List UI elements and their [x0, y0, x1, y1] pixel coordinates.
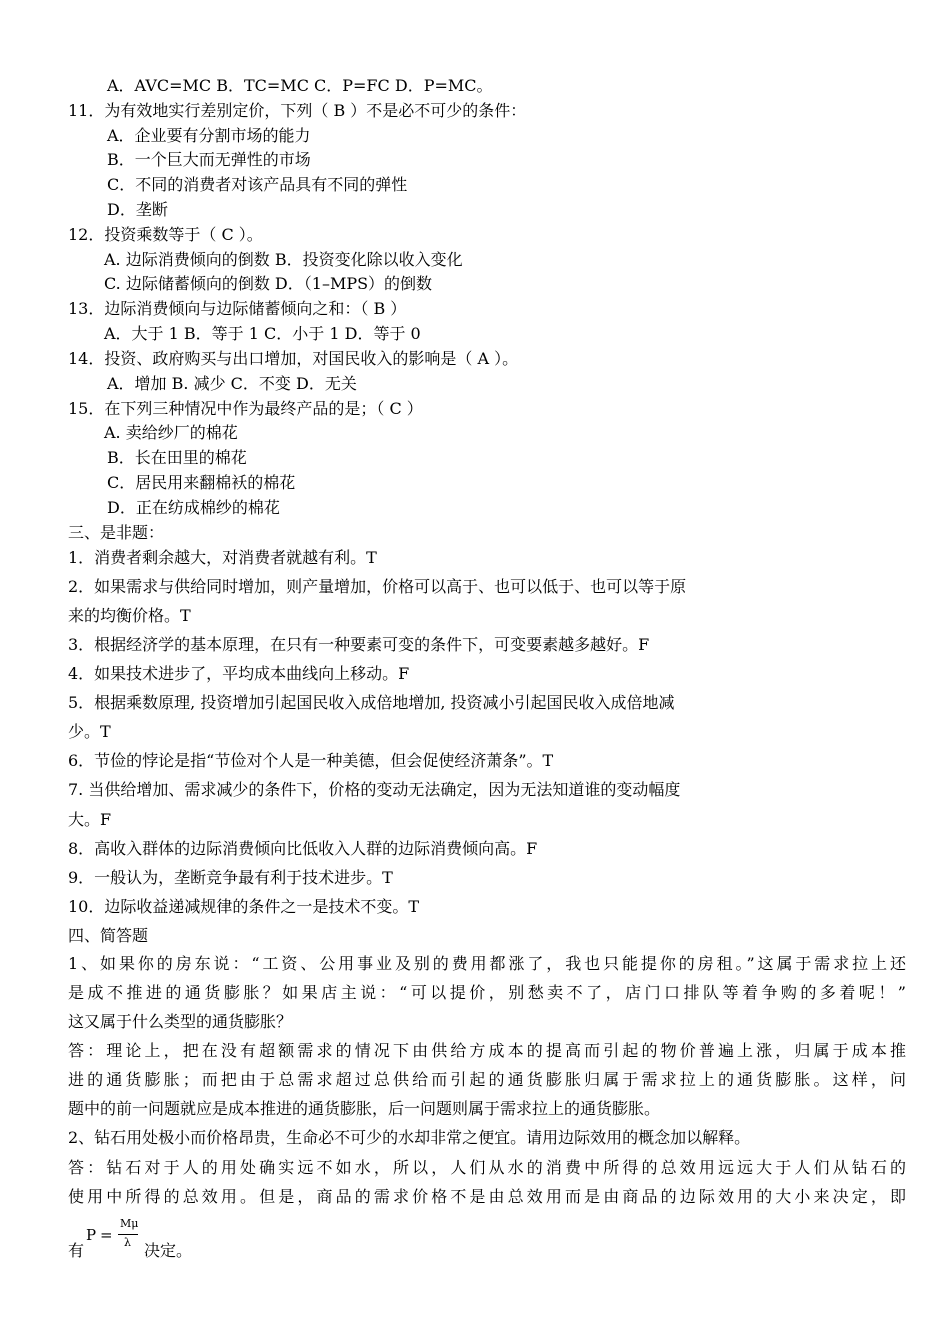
text-line: A. 边际消费倾向的倒数 B．投资变化除以收入变化 [104, 250, 463, 269]
text-line: C．居民用来翻棉袄的棉花 [107, 473, 296, 492]
text-line: 6．节俭的悖论是指“节俭对个人是一种美德，但会促使经济萧条”。T [68, 751, 554, 770]
text-line: 2、钻石用处极小而价格昂贵，生命必不可少的水却非常之便宜。请用边际效用的概念加以解释。 [68, 1128, 751, 1147]
text-line: A．大于 1 B．等于 1 C．小于 1 D．等于 0 [104, 324, 421, 343]
text-line: A. 卖给纱厂的棉花 [104, 423, 238, 442]
text-line: A．企业要有分割市场的能力 [107, 126, 311, 145]
text-line: 进的通货膨胀；而把由于总需求超过总供给而引起的通货膨胀归属于需求拉上的通货膨胀。这样，问 [68, 1070, 906, 1089]
text-line: 这又属于什么类型的通货膨胀？ [68, 1012, 293, 1031]
text-line: 15．在下列三种情况中作为最终产品的是；（ C ） [68, 399, 423, 418]
text-line: 答：理论上，把在没有超额需求的情况下由供给方成本的提高而引起的物价普遍上涨，归属于成本推 [68, 1041, 906, 1060]
text-line: 12．投资乘数等于（ C ）。 [68, 225, 263, 244]
text-line: 10．边际收益递减规律的条件之一是技术不变。T [68, 897, 420, 916]
text-line: 少。T [68, 722, 111, 741]
text-line: 来的均衡价格。T [68, 606, 191, 625]
formula-lhs: P [86, 1226, 97, 1244]
formula-denominator: λ [124, 1236, 131, 1249]
text-line: 是成不推进的通货膨胀？如果店主说：“可以提价，别愁卖不了，店门口排队等着争购的多着呢！” [68, 983, 906, 1002]
price-formula [86, 1216, 146, 1256]
text-line: 4．如果技术进步了，平均成本曲线向上移动。F [68, 664, 410, 683]
text-line: A．AVC=MC B．TC=MC C．P=FC D．P=MC。 [107, 76, 493, 95]
text-line: 11．为有效地实行差别定价，下列（ B ）不是必不可少的条件： [68, 101, 527, 120]
text-line: 使用中所得的总效用。但是，商品的需求价格不是由总效用而是由商品的边际效用的大小来决定，即 [68, 1187, 906, 1206]
formula-equals: = [100, 1226, 113, 1244]
section-heading: 三、是非题： [68, 523, 165, 542]
text-line: 答：钻石对于人的用处确实远不如水，所以，人们从水的消费中所得的总效用远远大于人们从钻石的 [68, 1158, 906, 1177]
text-line: 有 [68, 1241, 85, 1260]
text-line: 大。F [68, 810, 112, 829]
text-line: 2．如果需求与供给同时增加，则产量增加，价格可以高于、也可以低于、也可以等于原 [68, 577, 687, 596]
text-line: C．不同的消费者对该产品具有不同的弹性 [107, 175, 408, 194]
text-line: 8．高收入群体的边际消费倾向比低收入人群的边际消费倾向高。F [68, 839, 538, 858]
text-line: 13．边际消费倾向与边际储蓄倾向之和：（ B ） [68, 299, 407, 318]
text-line: D．正在纺成棉纱的棉花 [107, 498, 280, 517]
formula-numerator: Mμ [120, 1217, 139, 1230]
section-heading: 四、简答题 [68, 926, 149, 945]
text-line: A．增加 B. 减少 C．不变 D．无关 [107, 374, 357, 393]
text-line: 题中的前一问题就应是成本推进的通货膨胀，后一问题则属于需求拉上的通货膨胀。 [68, 1099, 661, 1118]
text-line: 14．投资、政府购买与出口增加，对国民收入的影响是（ A ）。 [68, 349, 519, 368]
text-line: 3．根据经济学的基本原理，在只有一种要素可变的条件下，可变要素越多越好。F [68, 635, 650, 654]
text-line: B．一个巨大而无弹性的市场 [107, 150, 311, 169]
fraction-bar [118, 1234, 138, 1235]
text-line: 决定。 [144, 1241, 193, 1260]
text-line: 1、如果你的房东说：“工资、公用事业及别的费用都涨了，我也只能提你的房租。”这属于需求拉上还 [68, 954, 906, 973]
text-line: C. 边际储蓄倾向的倒数 D．（1–MPS）的倒数 [104, 274, 433, 293]
text-line: 5．根据乘数原理, 投资增加引起国民收入成倍地增加, 投资减小引起国民收入成倍地减 [68, 693, 675, 712]
text-line: 7. 当供给增加、需求减少的条件下，价格的变动无法确定，因为无法知道谁的变动幅度 [68, 780, 681, 799]
text-line: D．垄断 [107, 200, 168, 219]
text-line: 9．一般认为，垄断竞争最有利于技术进步。T [68, 868, 393, 887]
text-line: 1．消费者剩余越大，对消费者就越有利。T [68, 548, 377, 567]
text-line: B．长在田里的棉花 [107, 448, 247, 467]
